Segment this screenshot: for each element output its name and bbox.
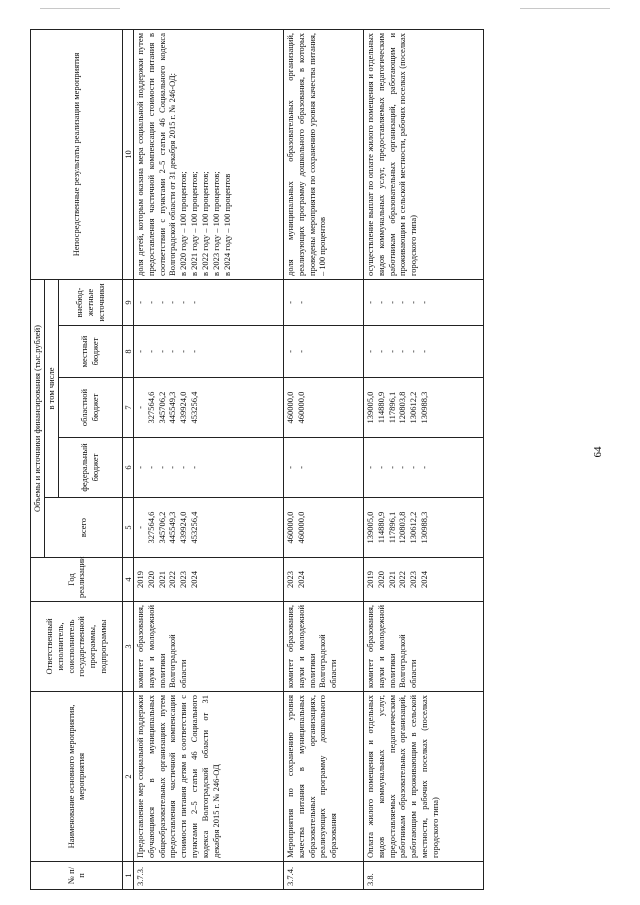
total-value: - [134,526,145,529]
federal-value: - [156,466,167,469]
row-number: 3.8. [363,862,483,890]
total-value: 345706,2 [156,511,167,544]
federal-value: - [284,466,295,469]
regional-value: 327564,6 [145,391,156,424]
program-measures-table [30,29,484,890]
offbudget-value: - [167,301,178,304]
federal-value: - [408,466,419,469]
column-number: 9 [122,279,133,325]
regional-value: 139005,0 [364,391,375,424]
results-cell [363,29,483,279]
page-number: 64 [592,446,604,458]
results-cell [133,29,283,279]
local-cell [363,326,483,378]
offbudget-value: - [134,301,145,304]
federal-value: - [295,466,306,469]
year-value: 2019 [134,571,145,588]
year-value: 2019 [364,571,375,588]
regional-value: 460000,0 [284,391,295,424]
total-value: 130612,2 [408,511,419,544]
offbudget-value: - [408,301,419,304]
year-value: 2024 [189,571,200,588]
result-text: в 2021 году – 100 процентов; [189,171,200,276]
regional-value: 117896,1 [386,391,397,424]
offbudget-cell [363,279,483,325]
table-row [283,29,363,889]
local-value: - [364,350,375,353]
result-text: доля детей, которым оказана мера социальной поддержки путем предоставления частичной компенсации стоимости питания в соответствии с пунктами 2–5 статьи 46 Социального кодекса Волгоградской области от 31 декабря 2015 г. № 246-ОД: [134,32,178,276]
regional-value: 453256,4 [189,391,200,424]
year-value: 2024 [419,571,430,588]
offbudget-value: - [156,301,167,304]
scan-edge-line-right [520,8,610,9]
regional-value: 345706,2 [156,391,167,424]
total-value: 460000,0 [295,511,306,544]
federal-value: - [386,466,397,469]
local-value: - [397,350,408,353]
measure-name: Оплата жилого помещения и отдельных видов коммунальных услуг, предоставляемых педагогическим работникам образовательных организаций, работающим и проживающим в сельской местности, рабочих поселках (поселках городского типа) [363,692,483,862]
offbudget-value: - [375,301,386,304]
local-value: - [386,350,397,353]
header-regional: областной бюджет [58,378,122,438]
total-value: 130988,3 [419,511,430,544]
offbudget-value: - [364,301,375,304]
total-value: 453256,4 [189,511,200,544]
offbudget-cell [283,279,363,325]
year-value: 2020 [145,571,156,588]
column-number: 7 [122,378,133,438]
header-results: Непосредственные результаты реализации мероприятия [31,29,123,279]
header-offbudget: внебюд-жетные источники [58,279,122,325]
federal-value: - [145,466,156,469]
offbudget-value: - [386,301,397,304]
regional-cell [363,378,483,438]
column-number-row [122,29,133,889]
year-value: 2023 [284,571,295,588]
column-number: 8 [122,326,133,378]
scan-edge-line-left [40,8,120,9]
local-value: - [375,350,386,353]
results-cell [283,29,363,279]
total-value: 120803,8 [397,511,408,544]
federal-value: - [397,466,408,469]
federal-value: - [167,466,178,469]
local-cell [283,326,363,378]
local-value: - [134,350,145,353]
total-value: 139005,0 [364,511,375,544]
offbudget-value: - [189,301,200,304]
year-value: 2022 [397,571,408,588]
column-number: 2 [122,692,133,862]
year-value: 2021 [156,571,167,588]
years-cell [363,558,483,602]
header-federal: федеральный бюджет [58,438,122,498]
header-including: в том числе [44,279,58,497]
offbudget-value: - [284,301,295,304]
result-text: в 2023 году – 100 процентов; [210,171,221,276]
local-value: - [178,350,189,353]
federal-value: - [364,466,375,469]
regional-value: 130988,3 [419,391,430,424]
header-responsible: Ответственный исполнитель, соисполнитель государственной программы, подпрограммы [31,602,123,692]
years-cell [283,558,363,602]
row-number: 3.7.3. [133,862,283,890]
column-number: 6 [122,438,133,498]
years-cell [133,558,283,602]
federal-cell [283,438,363,498]
year-value: 2024 [295,571,306,588]
offbudget-value: - [145,301,156,304]
federal-value: - [178,466,189,469]
total-value: 460000,0 [284,511,295,544]
total-value: 439924,0 [178,511,189,544]
column-number: 5 [122,498,133,558]
total-cell [363,498,483,558]
column-number: 3 [122,602,133,692]
year-value: 2023 [178,571,189,588]
offbudget-cell [133,279,283,325]
total-value: 327564,6 [145,511,156,544]
measure-name: Предоставление мер социальной поддержки обучающимся в муниципальных общеобразовательных организациях путем предоставления частичной компенсации стоимости питания детям в соответствии с пунктами 2–5 статьи 46 Социального кодекса Волгоградской области от 31 декабря 2015 г. № 246-ОД [133,692,283,862]
total-cell [283,498,363,558]
header-funding: Объемы и источники финансирования (тыс.рублей) [31,279,45,557]
regional-value: 460000,0 [295,391,306,424]
column-number: 4 [122,558,133,602]
responsible-executor: комитет образования, науки и молодежной политики Волгоградской области [133,602,283,692]
regional-value: 439924,0 [178,391,189,424]
header-name: Наименование основного мероприятия, мероприятия [31,692,123,862]
federal-cell [363,438,483,498]
result-text: в 2024 году – 100 процентов [221,173,232,276]
header-row-1 [31,29,45,889]
regional-cell [283,378,363,438]
rotated-table-container [30,30,600,890]
row-number: 3.7.4. [283,862,363,890]
year-value: 2020 [375,571,386,588]
offbudget-value: - [419,301,430,304]
column-number: 10 [122,29,133,279]
table-row [363,29,483,889]
measure-name: Мероприятия по сохранению уровня качества питания в муниципальных образовательных организациях, реализующих программу дошкольного образования [283,692,363,862]
offbudget-value: - [397,301,408,304]
result-text: в 2020 году – 100 процентов; [178,171,189,276]
regional-cell [133,378,283,438]
responsible-executor: комитет образования, науки и молодежной политики Волгоградской области [283,602,363,692]
regional-value: - [134,406,145,409]
responsible-executor: комитет образования, науки и молодежной политики Волгоградской области [363,602,483,692]
header-local: местный бюджет [58,326,122,378]
regional-value: 120803,8 [397,391,408,424]
result-text: в 2022 году – 100 процентов; [200,171,210,276]
header-total: всего [44,498,122,558]
local-value: - [145,350,156,353]
offbudget-value: - [178,301,189,304]
regional-value: 130612,2 [408,391,419,424]
column-number: 1 [122,862,133,890]
local-value: - [419,350,430,353]
local-value: - [167,350,178,353]
header-no: № п/п [31,862,123,890]
regional-value: 114880,9 [375,391,386,424]
total-cell [133,498,283,558]
federal-cell [133,438,283,498]
total-value: 445549,3 [167,511,178,544]
year-value: 2022 [167,571,178,588]
total-value: 114880,9 [375,511,386,544]
table-row [133,29,283,889]
year-value: 2023 [408,571,419,588]
offbudget-value: - [295,301,306,304]
local-cell [133,326,283,378]
federal-value: - [189,466,200,469]
total-value: 117896,1 [386,511,397,544]
year-value: 2021 [386,571,397,588]
result-text: осуществление выплат по оплате жилого помещения и отдельных видов коммунальных услуг, предоставляемых педагогическим работникам образовательных организаций, работающим и проживающим в сельской местности, рабочих поселках (поселках городского типа) [364,32,419,276]
local-value: - [408,350,419,353]
federal-value: - [375,466,386,469]
local-value: - [189,350,200,353]
federal-value: - [419,466,430,469]
local-value: - [284,350,295,353]
local-value: - [156,350,167,353]
result-text: доля муниципальных образовательных организаций, реализующих программу дошкольного образования, в которых проведены мероприятия по сохранению уровня качества питания, – 100 процентов [284,32,328,276]
federal-value: - [134,466,145,469]
local-value: - [295,350,306,353]
header-year: Год реализации [31,558,123,602]
regional-value: 445549,3 [167,391,178,424]
